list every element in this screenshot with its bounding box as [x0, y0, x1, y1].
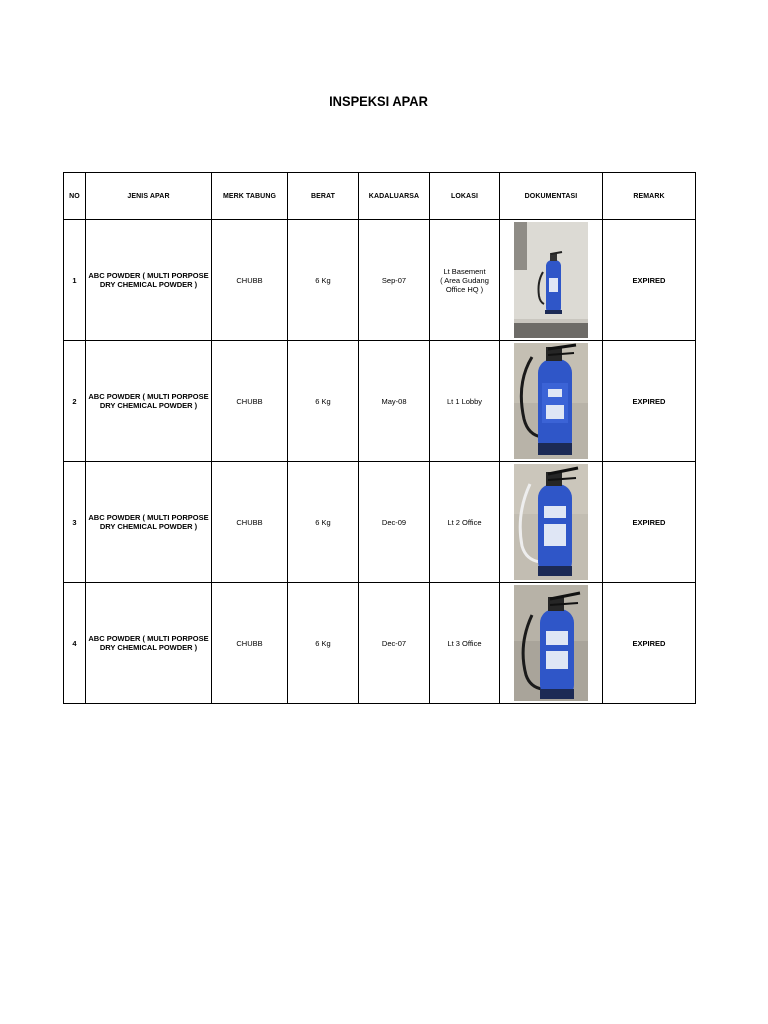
cell-kadaluarsa: May-08: [359, 341, 430, 462]
cell-berat: 6 Kg: [288, 220, 359, 341]
cell-dokumentasi: [500, 583, 603, 704]
table-header-row: [64, 173, 696, 220]
extinguisher-photo: [514, 343, 588, 459]
jenis-line-2: DRY CHEMICAL POWDER ): [99, 643, 198, 652]
extinguisher-photo: [514, 464, 588, 580]
cell-dokumentasi: [500, 462, 603, 583]
cell-jenis-apar: [86, 341, 212, 462]
table-row: [64, 583, 696, 704]
jenis-line-2: DRY CHEMICAL POWDER ): [99, 522, 198, 531]
jenis-line-1: ABC POWDER ( MULTI PORPOSE: [88, 513, 209, 522]
cell-kadaluarsa: Dec-09: [359, 462, 430, 583]
cell-merk: CHUBB: [212, 583, 288, 704]
header-jenis-apar: JENIS APAR: [86, 173, 212, 220]
extinguisher-photo: [514, 585, 588, 701]
cell-merk: CHUBB: [212, 220, 288, 341]
cell-no: 2: [64, 341, 86, 462]
cell-lokasi: Lt 1 Lobby: [430, 341, 500, 462]
cell-kadaluarsa: Dec-07: [359, 583, 430, 704]
cell-remark: EXPIRED: [603, 583, 696, 704]
jenis-line-2: DRY CHEMICAL POWDER ): [99, 401, 198, 410]
cell-lokasi: Lt 3 Office: [430, 583, 500, 704]
header-no: NO: [64, 173, 86, 220]
header-kadaluarsa: KADALUARSA: [359, 173, 430, 220]
cell-no: 4: [64, 583, 86, 704]
header-berat: BERAT: [288, 173, 359, 220]
cell-berat: 6 Kg: [288, 341, 359, 462]
table-row: [64, 341, 696, 462]
cell-jenis-apar: [86, 220, 212, 341]
jenis-line-1: ABC POWDER ( MULTI PORPOSE: [88, 634, 209, 643]
jenis-line-2: DRY CHEMICAL POWDER ): [99, 280, 198, 289]
cell-no: 3: [64, 462, 86, 583]
header-merk-tabung: MERK TABUNG: [212, 173, 288, 220]
table-row: [64, 462, 696, 583]
cell-remark: EXPIRED: [603, 220, 696, 341]
jenis-line-1: ABC POWDER ( MULTI PORPOSE: [88, 392, 209, 401]
lokasi-line-1: Lt Basement: [443, 266, 486, 276]
cell-kadaluarsa: Sep-07: [359, 220, 430, 341]
cell-jenis-apar: [86, 462, 212, 583]
lokasi-line-2: ( Area Gudang: [440, 275, 489, 285]
header-dokumentasi: DOKUMENTASI: [500, 173, 603, 220]
cell-lokasi: Lt 2 Office: [430, 462, 500, 583]
cell-berat: 6 Kg: [288, 583, 359, 704]
cell-no: 1: [64, 220, 86, 341]
cell-merk: CHUBB: [212, 341, 288, 462]
header-remark: REMARK: [603, 173, 696, 220]
extinguisher-photo: [514, 222, 588, 338]
cell-dokumentasi: [500, 220, 603, 341]
page-title: INSPEKSI APAR: [329, 93, 428, 109]
cell-lokasi: [430, 220, 500, 341]
lokasi-line-3: Office HQ ): [445, 284, 484, 294]
cell-remark: EXPIRED: [603, 462, 696, 583]
header-lokasi: LOKASI: [430, 173, 500, 220]
cell-dokumentasi: [500, 341, 603, 462]
jenis-line-1: ABC POWDER ( MULTI PORPOSE: [88, 271, 209, 280]
cell-berat: 6 Kg: [288, 462, 359, 583]
cell-jenis-apar: [86, 583, 212, 704]
cell-remark: EXPIRED: [603, 341, 696, 462]
table-row: [64, 220, 696, 341]
inspection-table: [63, 172, 696, 704]
cell-merk: CHUBB: [212, 462, 288, 583]
